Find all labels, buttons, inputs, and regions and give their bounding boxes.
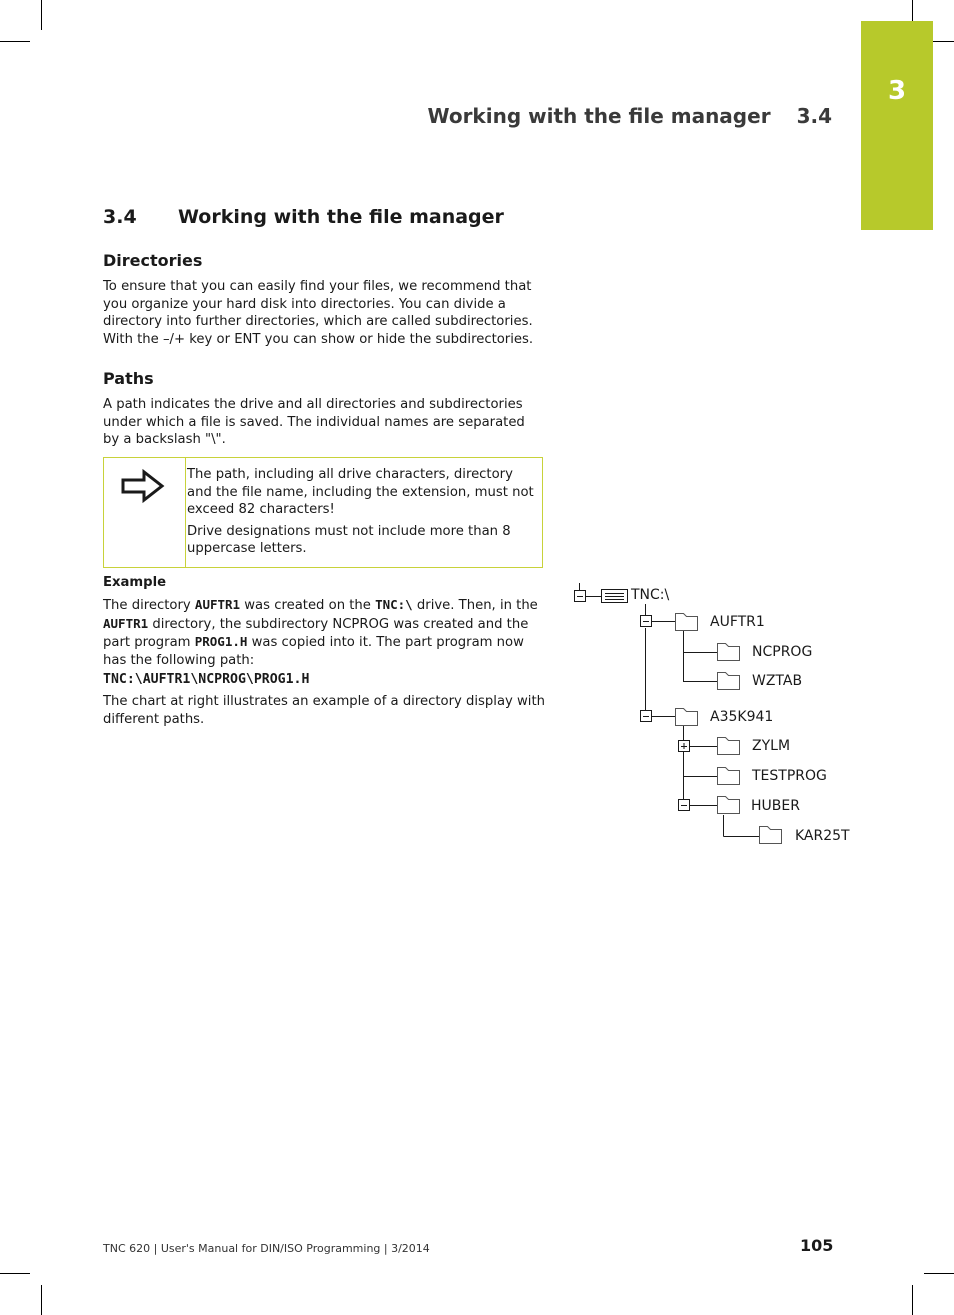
paths-text: A path indicates the drive and all directories and subdirectories under which a file is saved. The individual names are separated by a backslash "\". xyxy=(103,397,525,448)
tree-item-ncprog[interactable]: NCPROG xyxy=(752,644,813,660)
note-line-2: Drive designations must not include more than 8 uppercase letters. xyxy=(187,523,511,557)
tree-item-kar25t[interactable]: KAR25T xyxy=(795,828,850,844)
folder-icon xyxy=(718,738,740,755)
page-number: 105 xyxy=(800,1236,834,1255)
drive-icon xyxy=(602,590,628,603)
text-run: The directory xyxy=(103,598,195,613)
tree-item-zylm[interactable]: ZYLM xyxy=(752,738,791,754)
text-run: was copied into it. The part program now has the following path: xyxy=(103,635,524,668)
tree-item-wztab[interactable]: WZTAB xyxy=(752,673,803,689)
code-prog1: PROG1.H xyxy=(194,634,248,650)
code-auftr1: AUFTR1 xyxy=(103,615,149,631)
example-path: TNC:\AUFTR1\NCPROG\PROG1.H xyxy=(103,672,310,687)
folder-icon xyxy=(718,768,740,785)
folder-icon xyxy=(718,797,740,814)
text-run: drive. Then, in the xyxy=(412,598,538,613)
section-title-text: Working with the file manager xyxy=(178,206,504,228)
tree-item-huber[interactable]: HUBER xyxy=(751,798,800,814)
tree-root-label[interactable]: TNC:\ xyxy=(631,587,670,603)
folder-icon xyxy=(718,644,740,661)
folder-icon xyxy=(760,827,782,844)
tree-item-testprog[interactable]: TESTPROG xyxy=(752,768,827,784)
directories-text: To ensure that you can easily find your files, we recommend that you organize your hard disk into directories. You can divide a directory into further directories, which are called subdirectories. With the –/+ key or ENT you can show or hide the subdirectories. xyxy=(103,279,534,347)
example-heading: Example xyxy=(103,575,167,590)
directories-heading: Directories xyxy=(103,251,203,270)
running-header-section: 3.4 xyxy=(796,104,832,128)
text-run: directory, the subdirectory NCPROG was created and the part program xyxy=(103,616,529,651)
text-run: was created on the xyxy=(240,598,376,613)
folder-icon xyxy=(676,709,698,726)
code-tnc-drive: TNC:\ xyxy=(375,597,413,612)
section-number: 3.4 xyxy=(103,206,137,228)
example-paragraph-2: The chart at right illustrates an example of a directory display with different paths. xyxy=(103,694,545,727)
note-line-1: The path, including all drive characters, directory and the file name, including the extension, must not exceed 82 characters! xyxy=(187,467,534,518)
tree-item-a35k941[interactable]: A35K941 xyxy=(710,709,774,725)
code-auftr1: AUFTR1 xyxy=(194,597,241,612)
folder-icon xyxy=(718,673,740,690)
footer-text: TNC 620 | User's Manual for DIN/ISO Programming | 3/2014 xyxy=(103,1242,430,1255)
tree-item-auftr1[interactable]: AUFTR1 xyxy=(710,614,765,630)
folder-icon xyxy=(676,614,698,631)
running-header-title: Working with the file manager xyxy=(427,104,771,128)
chapter-number: 3 xyxy=(887,76,907,106)
paths-heading: Paths xyxy=(103,369,154,388)
